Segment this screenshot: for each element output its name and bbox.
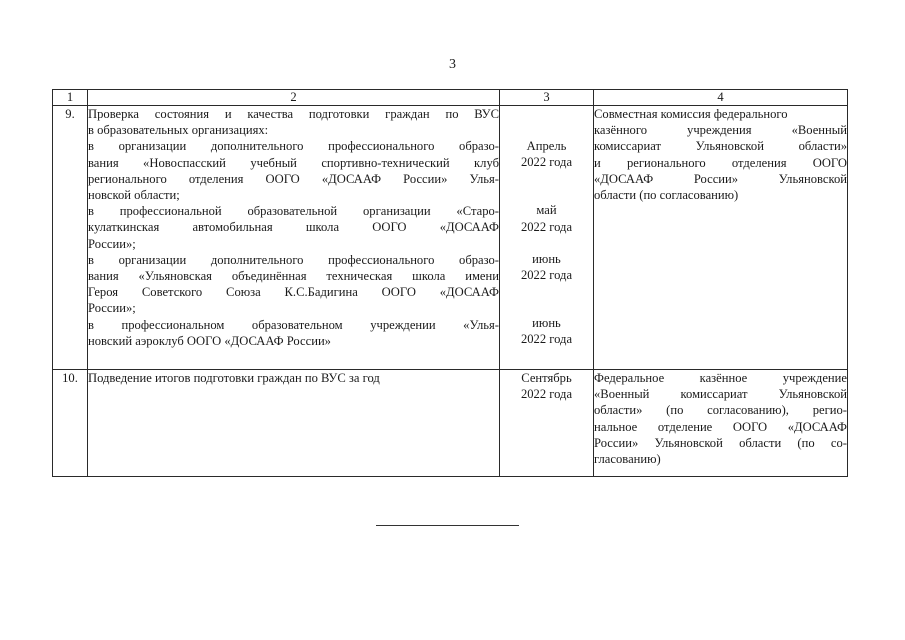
responsible-line: России» Ульяновской области (по со- [594,435,847,450]
event-description [88,106,500,370]
table-row [53,370,848,477]
responsible-line: Федеральное казённое учреждение [594,371,847,385]
header-col-2: 2 [88,90,500,106]
event-dates [500,370,594,477]
date-month: июнь [532,251,561,266]
table-header-row [53,90,848,106]
event-responsible [594,106,848,370]
description-line: вания «Ульяновская объединённая техническая школа имени [88,269,499,284]
date-entry [500,370,593,402]
description-line: в организации дополнительного профессионального образо- [88,252,499,267]
responsible-line: области (по согласованию) [594,188,739,203]
event-description [88,370,500,477]
description-line: России»; [88,236,136,251]
description-line: в образовательных организациях: [88,123,269,138]
events-table [52,89,848,477]
date-month: Апрель [526,139,567,153]
date-year: 2022 года [520,332,573,347]
date-entry [500,202,593,234]
date-entry [500,138,593,170]
date-month: Сентябрь [521,371,572,385]
date-year: 2022 года [520,219,573,234]
description-line: новский аэроклуб ООГО «ДОСААФ России» [88,333,331,348]
date-year: 2022 года [520,387,573,402]
description-line: регионального отделения ООГО «ДОСААФ России» Улья- [88,171,499,186]
date-month: июнь [532,316,561,331]
description-line: вания «Новоспасский учебный спортивно-технический клуб [88,155,499,170]
responsible-line: комиссариат Ульяновской области» [594,139,847,154]
description-line: в профессиональной образовательной организации «Старо- [88,204,499,219]
table-row [53,106,848,370]
description-line: новской области; [88,188,180,203]
description-line: в профессиональном образовательном учреждении «Улья- [88,317,499,332]
header-col-3: 3 [500,90,594,106]
description-line: Проверка состояния и качества подготовки граждан по ВУС [88,107,499,121]
description-line: Подведение итогов подготовки граждан по ВУС за год [88,371,380,385]
description-line: Героя Советского Союза К.С.Бадигина ООГО «ДОСААФ [88,285,499,300]
responsible-line: казённого учреждения «Военный [594,123,847,138]
event-dates [500,106,594,370]
responsible-line: нальное отделение ООГО «ДОСААФ [594,419,847,434]
header-col-4: 4 [594,90,848,106]
closing-rule [376,525,519,526]
description-line: в организации дополнительного профессионального образо- [88,139,499,154]
date-entry [500,315,593,347]
row-number: 10. [53,370,88,477]
responsible-line: «Военный комиссариат Ульяновской [594,387,847,402]
date-entry [500,251,593,283]
responsible-line: области» (по согласованию), регио- [594,403,847,418]
row-number: 9. [53,106,88,370]
responsible-line: и регионального отделения ООГО [594,155,847,170]
description-line: России»; [88,301,136,316]
date-year: 2022 года [520,268,573,283]
event-responsible [594,370,848,477]
responsible-line: «ДОСААФ России» Ульяновской [594,171,847,186]
description-line: кулаткинская автомобильная школа ООГО «ДОСААФ [88,220,499,235]
responsible-line: гласованию) [594,452,661,467]
responsible-line: Совместная комиссия федерального [594,107,788,121]
page-number: 3 [449,57,456,72]
header-col-1: 1 [53,90,88,106]
date-year: 2022 года [520,155,573,170]
date-month: май [536,203,557,218]
